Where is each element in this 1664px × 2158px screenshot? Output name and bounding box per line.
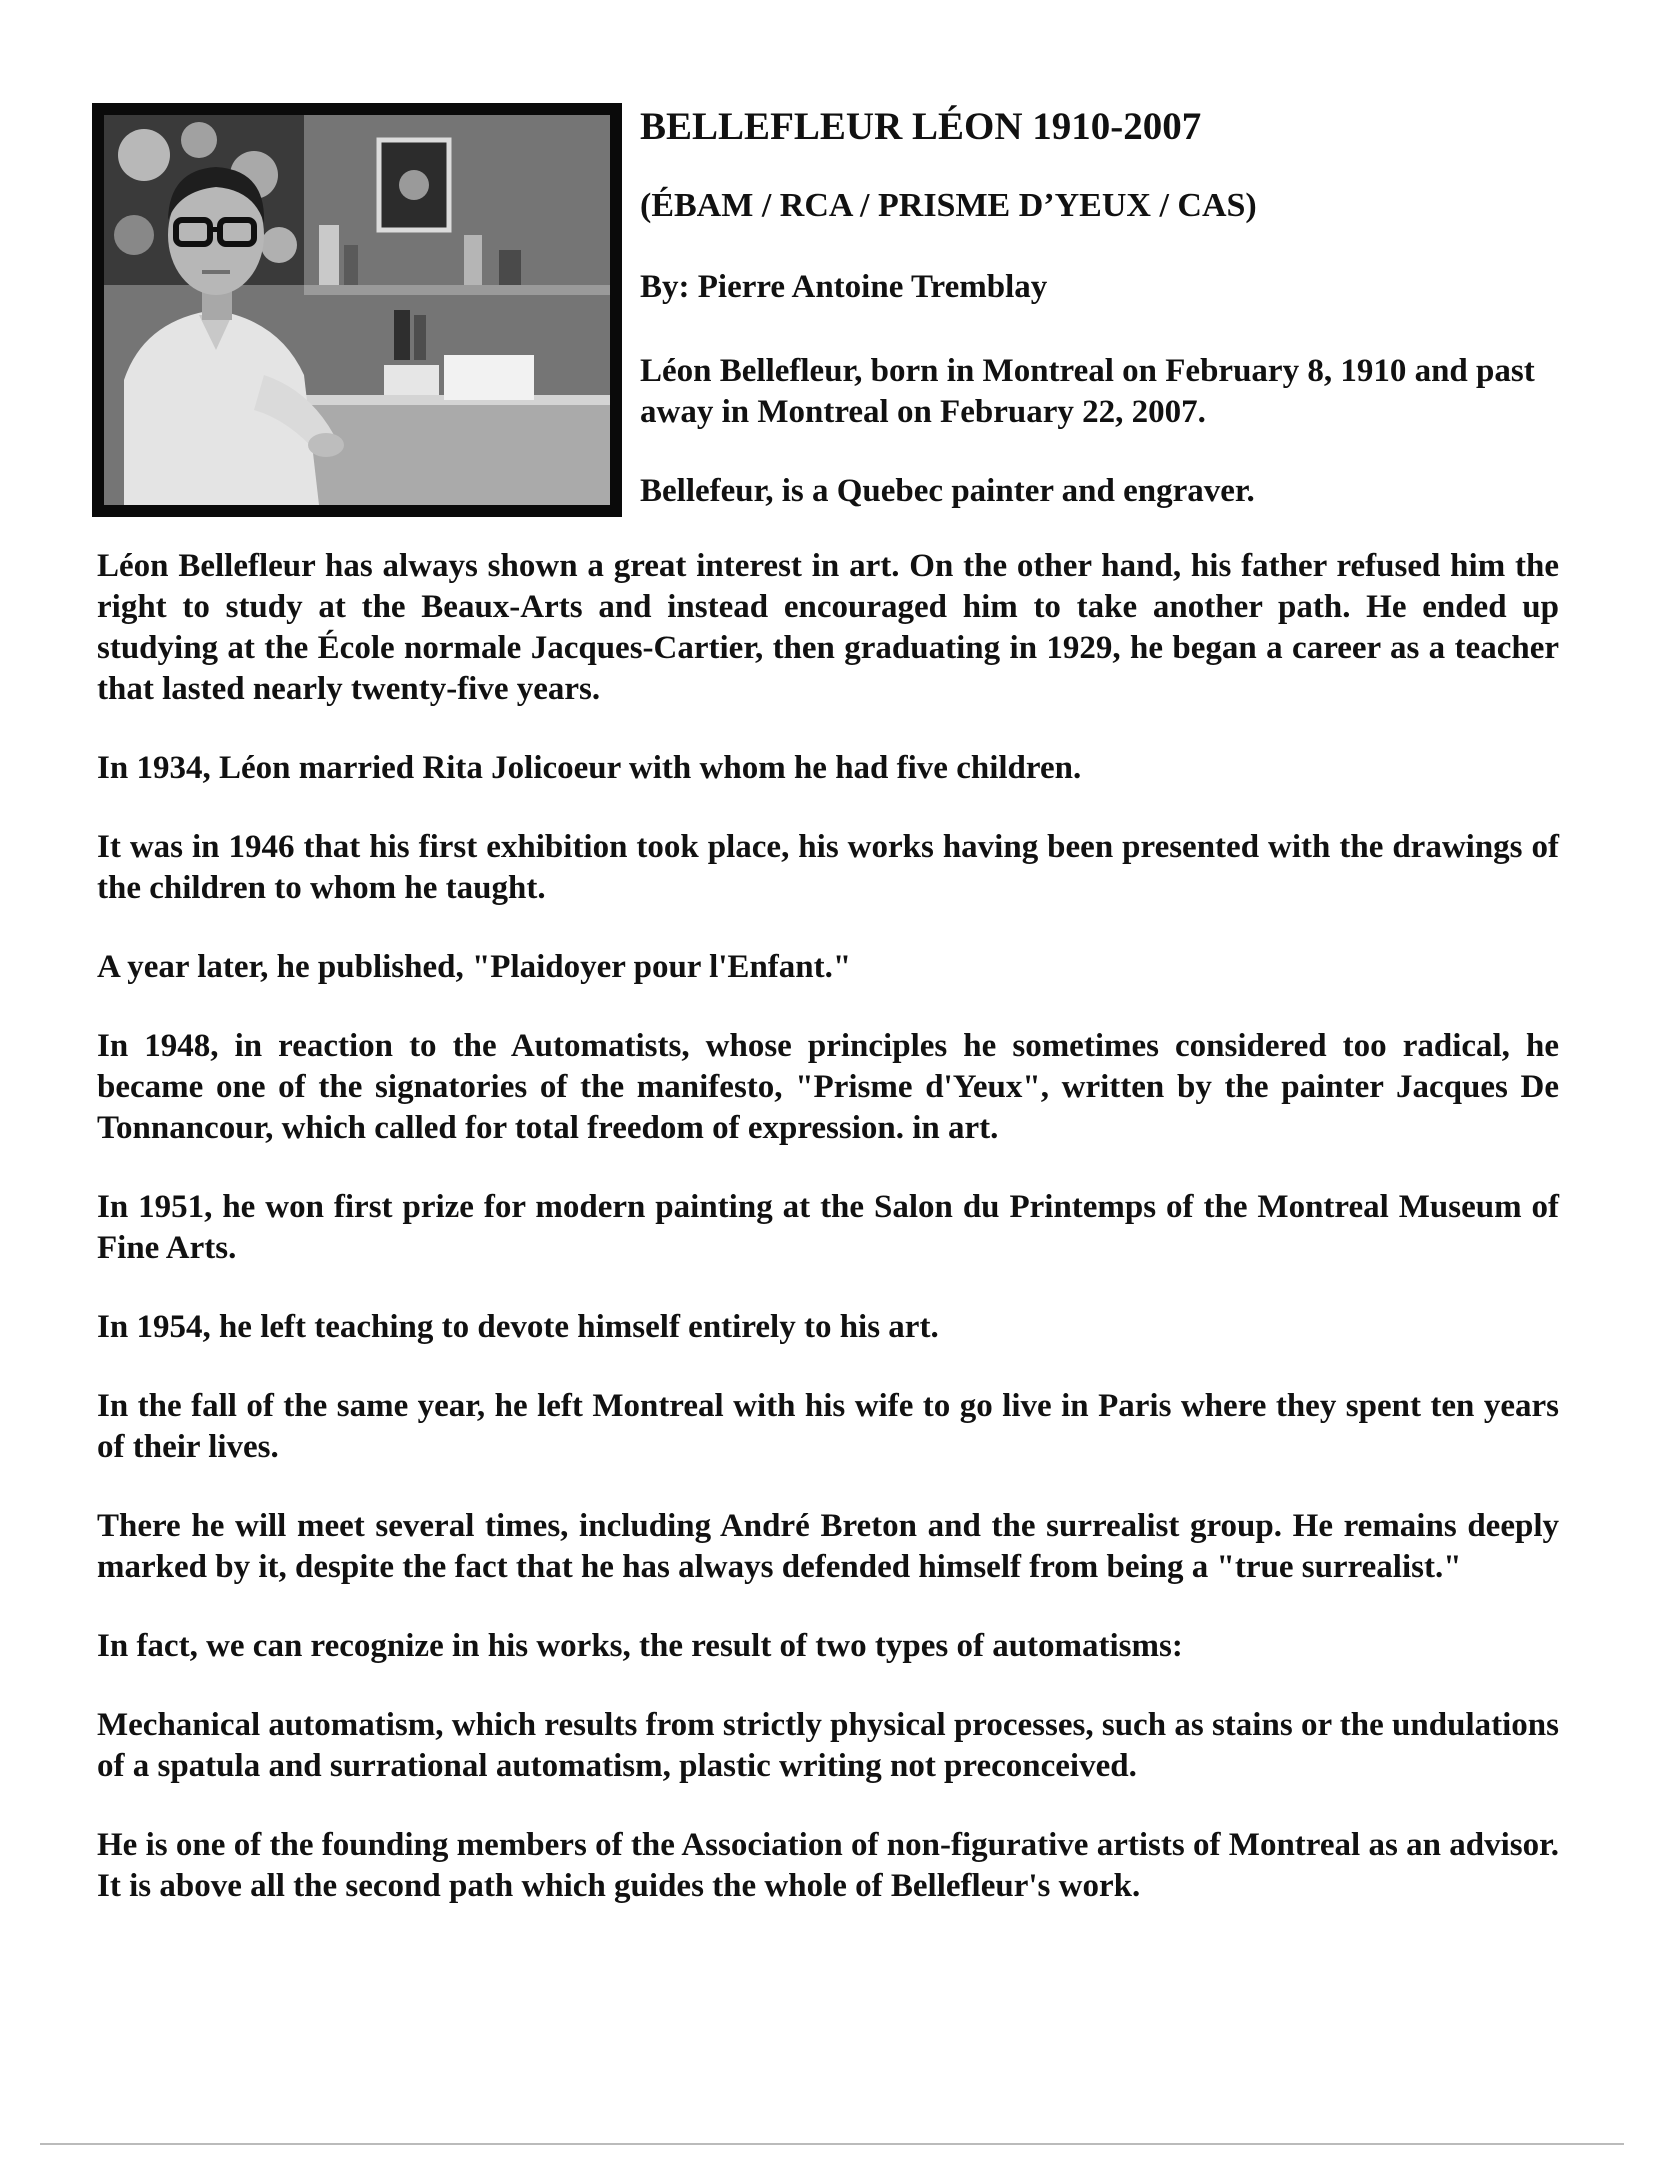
paragraph: It was in 1946 that his first exhibition took place, his works having been presented with the drawings of the children to whom he taught. bbox=[97, 829, 1559, 906]
paragraph: In fact, we can recognize in his works, the result of two types of automatisms: bbox=[97, 1628, 1183, 1664]
author-line: By: Pierre Antoine Tremblay bbox=[640, 269, 1048, 305]
footer-rule bbox=[40, 2143, 1624, 2145]
paragraph: In the fall of the same year, he left Montreal with his wife to go live in Paris where they spent ten years of their lives. bbox=[97, 1388, 1559, 1465]
biography-body bbox=[97, 546, 1559, 1945]
paragraph: There he will meet several times, including André Breton and the surrealist group. He remains deeply marked by it, despite the fact that he has always defended himself from being a "true surrealist." bbox=[97, 1508, 1559, 1585]
paragraph: In 1934, Léon married Rita Jolicoeur with whom he had five children. bbox=[97, 750, 1082, 786]
header-section bbox=[92, 103, 1562, 521]
paragraph: Léon Bellefleur has always shown a great interest in art. On the other hand, his father refused him the right to study at the Beaux-Arts and instead encouraged him to take another path. He ended up studying at the École normale Jacques-Cartier, then graduating in 1929, he began a career as a teacher that lasted nearly twenty-five years. bbox=[97, 548, 1559, 707]
portrait-photo bbox=[92, 103, 622, 517]
paragraph: Mechanical automatism, which results from strictly physical processes, such as stains or the undulations of a spatula and surrational automatism, plastic writing not preconceived. bbox=[97, 1707, 1559, 1784]
page-title: BELLEFLEUR LÉON 1910-2007 bbox=[640, 105, 1202, 148]
intro-paragraph-2: Bellefeur, is a Quebec painter and engraver. bbox=[640, 473, 1255, 509]
affiliations: (ÉBAM / RCA / PRISME D’YEUX / CAS) bbox=[640, 187, 1257, 224]
paragraph: In 1948, in reaction to the Automatists, whose principles he sometimes considered too radical, he became one of the signatories of the manifesto, "Prisme d'Yeux", written by the painter Jacques De Tonnancour, which called for total freedom of expression. in art. bbox=[97, 1028, 1559, 1146]
paragraph: He is one of the founding members of the Association of non-figurative artists of Montreal as an advisor. It is above all the second path which guides the whole of Bellefleur's work. bbox=[97, 1827, 1559, 1904]
paragraph: In 1951, he won first prize for modern painting at the Salon du Printemps of the Montreal Museum of Fine Arts. bbox=[97, 1189, 1559, 1266]
paragraph: In 1954, he left teaching to devote himself entirely to his art. bbox=[97, 1309, 939, 1345]
portrait-image bbox=[104, 115, 610, 505]
intro-paragraph: Léon Bellefleur, born in Montreal on February 8, 1910 and past away in Montreal on February 22, 2007. bbox=[640, 353, 1535, 430]
paragraph: A year later, he published, "Plaidoyer pour l'Enfant." bbox=[97, 949, 852, 985]
